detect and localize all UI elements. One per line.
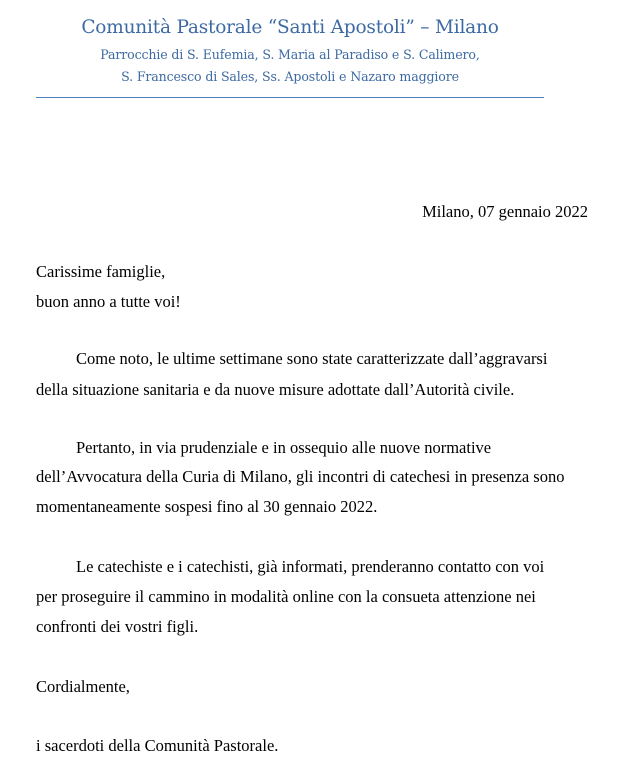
paragraph-line: Le catechiste e i catechisti, già informati, prenderanno contatto con voi [76, 557, 545, 576]
paragraph-line: Pertanto, in via prudenziale e in ossequio alle nuove normative [76, 438, 492, 457]
letterhead-divider [36, 97, 544, 98]
paragraph-line: confronti dei vostri figli. [36, 617, 199, 636]
paragraph-line: momentaneamente sospesi fino al 30 gennaio 2022. [36, 497, 378, 516]
paragraph-line: della situazione sanitaria e da nuove misure adottate dall’Autorità civile. [36, 380, 515, 399]
letterhead-parishes-line-2: S. Francesco di Sales, Ss. Apostoli e Nazaro maggiore [121, 69, 459, 84]
greeting-line-1: Carissime famiglie, [36, 262, 166, 281]
paragraph-line: dell’Avvocatura della Curia di Milano, gli incontri di catechesi in presenza sono [36, 467, 565, 486]
letterhead-title: Comunità Pastorale “Santi Apostoli” – Milano [81, 17, 499, 38]
greeting-line-2: buon anno a tutte voi! [36, 292, 181, 311]
place-date: Milano, 07 gennaio 2022 [422, 202, 588, 221]
closing: Cordialmente, [36, 677, 130, 696]
paragraph-line: Come noto, le ultime settimane sono state caratterizzate dall’aggravarsi [76, 349, 548, 368]
paragraph-line: per proseguire il cammino in modalità online con la consueta attenzione nei [36, 587, 536, 606]
letterhead-parishes-line-1: Parrocchie di S. Eufemia, S. Maria al Paradiso e S. Calimero, [100, 47, 480, 62]
signature: i sacerdoti della Comunità Pastorale. [36, 736, 279, 755]
